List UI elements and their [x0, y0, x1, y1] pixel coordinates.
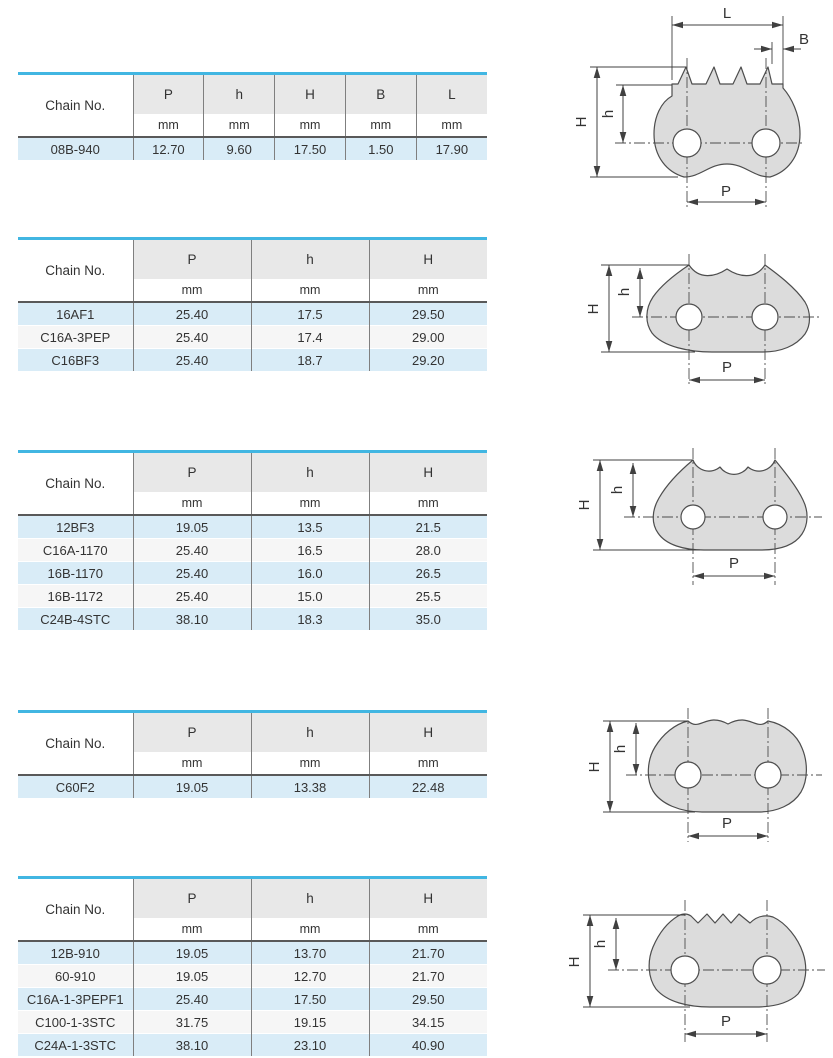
value-cell: 35.0: [369, 608, 487, 631]
plate-shape: [649, 914, 806, 1007]
dim-label-h: h: [609, 485, 626, 495]
pin-hole-left: [681, 505, 705, 529]
column-header-B: B: [345, 74, 416, 115]
value-cell: 29.20: [369, 349, 487, 372]
table-row: [18, 1034, 487, 1057]
pin-hole-left: [671, 956, 699, 984]
value-cell: 25.40: [133, 326, 251, 349]
column-header-P: P: [133, 712, 251, 753]
column-header-H: H: [369, 878, 487, 919]
value-cell: 34.15: [369, 1011, 487, 1034]
column-header-h: h: [204, 74, 275, 115]
dim-label-h: h: [612, 744, 629, 754]
value-cell: 19.05: [133, 515, 251, 539]
value-cell: 31.75: [133, 1011, 251, 1034]
value-cell: 25.40: [133, 988, 251, 1011]
value-cell: 29.50: [369, 302, 487, 326]
value-cell: 21.70: [369, 941, 487, 965]
plate-shape: [653, 460, 807, 550]
dim-label-B: B: [798, 31, 810, 48]
unit-cell: mm: [251, 279, 369, 302]
chain-no-cell: C60F2: [18, 775, 133, 798]
spec-table-2: [18, 237, 487, 371]
table-row: [18, 965, 487, 988]
unit-cell: mm: [275, 114, 346, 137]
table-row: [18, 302, 487, 326]
value-cell: 29.00: [369, 326, 487, 349]
pin-hole-right: [752, 129, 780, 157]
plate-shape: [654, 67, 800, 177]
column-header-h: h: [251, 452, 369, 493]
unit-cell: mm: [133, 752, 251, 775]
table-row: [18, 137, 487, 160]
dim-label-h: h: [600, 109, 617, 119]
table-row: [18, 775, 487, 798]
unit-cell: mm: [251, 752, 369, 775]
value-cell: 13.38: [251, 775, 369, 798]
chain-no-cell: C16A-1170: [18, 539, 133, 562]
dim-label-H: H: [573, 116, 590, 128]
value-cell: 19.05: [133, 941, 251, 965]
dim-label-P: P: [728, 555, 740, 572]
column-header-h: h: [251, 712, 369, 753]
header-row: [18, 712, 487, 753]
unit-cell: mm: [133, 918, 251, 941]
column-header-P: P: [133, 452, 251, 493]
dim-label-P: P: [721, 359, 733, 376]
spec-table-1: [18, 72, 487, 160]
table-row: [18, 515, 487, 539]
pin-hole-right: [752, 304, 778, 330]
dim-label-L: L: [722, 5, 732, 22]
column-header-H: H: [369, 452, 487, 493]
dim-label-h: h: [616, 287, 633, 297]
column-header-chain-no: Chain No.: [18, 712, 133, 776]
unit-cell: mm: [251, 492, 369, 515]
header-row: [18, 74, 487, 115]
chain-no-cell: 16B-1172: [18, 585, 133, 608]
unit-cell: mm: [345, 114, 416, 137]
value-cell: 23.10: [251, 1034, 369, 1057]
value-cell: 21.5: [369, 515, 487, 539]
unit-cell: mm: [416, 114, 487, 137]
column-header-h: h: [251, 878, 369, 919]
pin-hole-right: [753, 956, 781, 984]
table-row: [18, 585, 487, 608]
value-cell: 9.60: [204, 137, 275, 160]
column-header-H: H: [369, 712, 487, 753]
value-cell: 13.70: [251, 941, 369, 965]
value-cell: 38.10: [133, 608, 251, 631]
dim-label-P: P: [721, 815, 733, 832]
unit-cell: mm: [133, 279, 251, 302]
plate-shape: [647, 265, 810, 352]
table-row: [18, 608, 487, 631]
value-cell: 25.40: [133, 539, 251, 562]
value-cell: 15.0: [251, 585, 369, 608]
column-header-H: H: [275, 74, 346, 115]
value-cell: 26.5: [369, 562, 487, 585]
value-cell: 1.50: [345, 137, 416, 160]
dim-label-H: H: [586, 761, 603, 773]
value-cell: 19.05: [133, 775, 251, 798]
value-cell: 17.50: [251, 988, 369, 1011]
table-row: [18, 941, 487, 965]
value-cell: 18.7: [251, 349, 369, 372]
table-row: [18, 988, 487, 1011]
value-cell: 25.5: [369, 585, 487, 608]
chain-no-cell: 08B-940: [18, 137, 133, 160]
dim-label-H: H: [585, 303, 602, 315]
unit-cell: mm: [133, 114, 204, 137]
plate-shape: [648, 720, 806, 812]
unit-cell: mm: [369, 492, 487, 515]
column-header-chain-no: Chain No.: [18, 74, 133, 138]
chain-no-cell: 12BF3: [18, 515, 133, 539]
unit-cell: mm: [133, 492, 251, 515]
chain-plate-diagram-1: [560, 0, 833, 220]
column-header-H: H: [369, 239, 487, 280]
header-row: [18, 878, 487, 919]
chain-plate-diagram-2: [560, 230, 833, 410]
value-cell: 25.40: [133, 585, 251, 608]
chain-no-cell: 12B-910: [18, 941, 133, 965]
chain-no-cell: C100-1-3STC: [18, 1011, 133, 1034]
value-cell: 19.15: [251, 1011, 369, 1034]
value-cell: 25.40: [133, 302, 251, 326]
unit-cell: mm: [251, 918, 369, 941]
table-row: [18, 349, 487, 372]
dim-label-h: h: [592, 939, 609, 949]
chain-plate-diagram-4: [560, 690, 833, 870]
chain-no-cell: C24A-1-3STC: [18, 1034, 133, 1057]
unit-cell: mm: [369, 279, 487, 302]
column-header-P: P: [133, 878, 251, 919]
value-cell: 28.0: [369, 539, 487, 562]
value-cell: 18.3: [251, 608, 369, 631]
value-cell: 25.40: [133, 349, 251, 372]
value-cell: 17.50: [275, 137, 346, 160]
value-cell: 16.5: [251, 539, 369, 562]
spec-table-3: [18, 450, 487, 630]
value-cell: 22.48: [369, 775, 487, 798]
spec-table-4: [18, 710, 487, 798]
unit-cell: mm: [369, 752, 487, 775]
chain-no-cell: 16B-1170: [18, 562, 133, 585]
value-cell: 17.5: [251, 302, 369, 326]
value-cell: 40.90: [369, 1034, 487, 1057]
value-cell: 12.70: [133, 137, 204, 160]
chain-no-cell: 16AF1: [18, 302, 133, 326]
value-cell: 25.40: [133, 562, 251, 585]
value-cell: 29.50: [369, 988, 487, 1011]
column-header-P: P: [133, 74, 204, 115]
chain-no-cell: C16BF3: [18, 349, 133, 372]
pin-hole-left: [675, 762, 701, 788]
value-cell: 12.70: [251, 965, 369, 988]
value-cell: 38.10: [133, 1034, 251, 1057]
header-row: [18, 239, 487, 280]
dim-label-H: H: [566, 956, 583, 968]
value-cell: 13.5: [251, 515, 369, 539]
column-header-chain-no: Chain No.: [18, 239, 133, 303]
chain-no-cell: C24B-4STC: [18, 608, 133, 631]
chain-no-cell: 60-910: [18, 965, 133, 988]
chain-no-cell: C16A-1-3PEPF1: [18, 988, 133, 1011]
dim-label-P: P: [720, 1013, 732, 1030]
chain-plate-diagram-3: [560, 440, 833, 620]
column-header-h: h: [251, 239, 369, 280]
pin-hole-right: [763, 505, 787, 529]
value-cell: 17.90: [416, 137, 487, 160]
spec-table-5: [18, 876, 487, 1056]
unit-cell: mm: [204, 114, 275, 137]
column-header-P: P: [133, 239, 251, 280]
chain-plate-diagram-5: [560, 870, 833, 1058]
value-cell: 19.05: [133, 965, 251, 988]
pin-hole-left: [676, 304, 702, 330]
pin-hole-left: [673, 129, 701, 157]
dim-label-P: P: [720, 183, 732, 200]
column-header-L: L: [416, 74, 487, 115]
dim-label-H: H: [576, 499, 593, 511]
value-cell: 21.70: [369, 965, 487, 988]
header-row: [18, 452, 487, 493]
table-row: [18, 539, 487, 562]
column-header-chain-no: Chain No.: [18, 878, 133, 942]
table-row: [18, 326, 487, 349]
pin-hole-right: [755, 762, 781, 788]
table-row: [18, 562, 487, 585]
column-header-chain-no: Chain No.: [18, 452, 133, 516]
table-row: [18, 1011, 487, 1034]
chain-no-cell: C16A-3PEP: [18, 326, 133, 349]
value-cell: 17.4: [251, 326, 369, 349]
value-cell: 16.0: [251, 562, 369, 585]
unit-cell: mm: [369, 918, 487, 941]
